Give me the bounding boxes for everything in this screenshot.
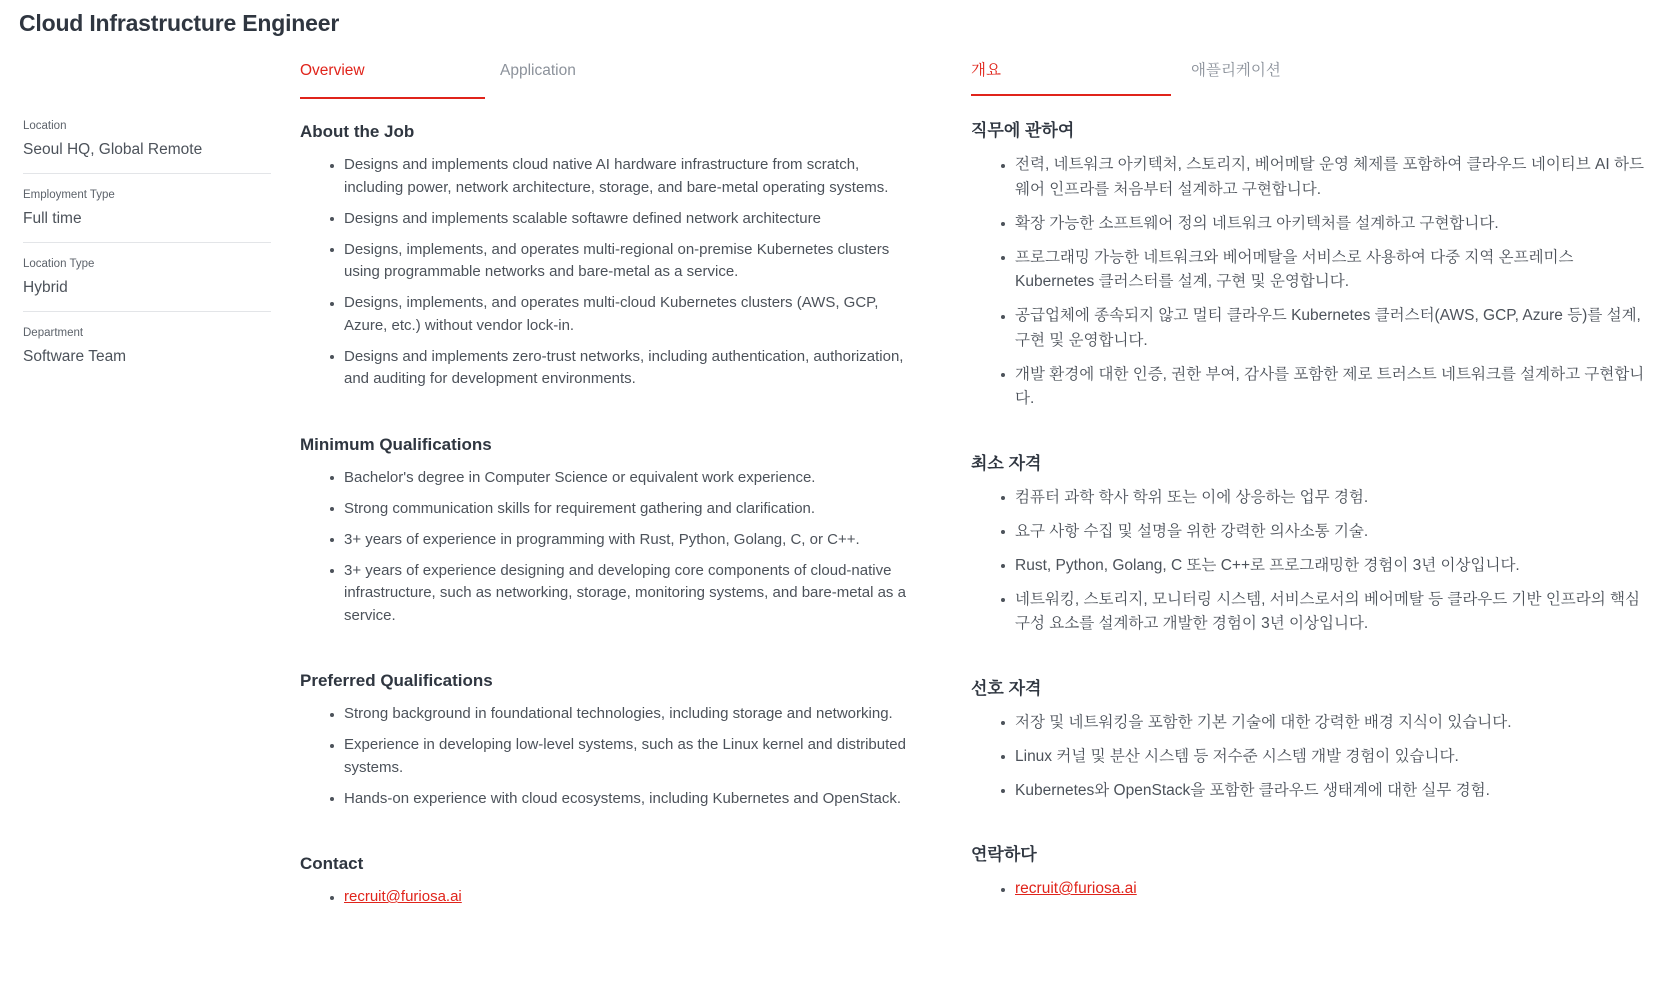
section-about-the-job-ko (971, 119, 1651, 412)
list-item: Rust, Python, Golang, C 또는 C++로 프로그래밍한 경험이 3년 이상입니다. (1015, 554, 1651, 579)
list-item: Designs, implements, and operates multi-cloud Kubernetes clusters (AWS, GCP, Azure, etc.) without vendor lock-in. (344, 292, 920, 337)
bullet-list (971, 153, 1651, 412)
meta-value: Seoul HQ, Global Remote (23, 141, 203, 158)
list-item: Designs and implements cloud native AI hardware infrastructure from scratch, including power, network architecture, storage, and bare-metal operating systems. (344, 154, 920, 199)
section-title: About the Job (300, 122, 415, 141)
bullet-list (300, 467, 920, 628)
section-preferred-qualifications (300, 669, 920, 810)
meta-value: Hybrid (23, 279, 68, 296)
job-sections-ko (971, 119, 1651, 942)
section-minimum-qualifications-ko (971, 452, 1651, 637)
list-item: Designs and implements scalable softawre defined network architecture (344, 208, 920, 231)
meta-employment-type (23, 187, 271, 243)
section-minimum-qualifications (300, 433, 920, 628)
page-title: Cloud Infrastructure Engineer (19, 10, 340, 36)
active-tab-indicator (971, 94, 1171, 96)
bullet-list (300, 886, 920, 909)
section-preferred-qualifications-ko (971, 677, 1651, 804)
section-title: 직무에 관하여 (971, 121, 1075, 140)
list-item: Kubernetes와 OpenStack을 포함한 클라우드 생태계에 대한 실무 경험. (1015, 779, 1651, 804)
section-title: Contact (300, 854, 364, 873)
list-item: 네트워킹, 스토리지, 모니터링 시스템, 서비스로서의 베어메탈 등 클라우드 기반 인프라의 핵심 구성 요소를 설계하고 개발한 경험이 3년 이상입니다. (1015, 588, 1651, 637)
list-item: 전력, 네트워크 아키텍처, 스토리지, 베어메탈 운영 체제를 포함하여 클라우드 네이티브 AI 하드웨어 인프라를 처음부터 설계하고 구현합니다. (1015, 153, 1651, 202)
list-item: 3+ years of experience designing and developing core components of cloud-native infrastructure, such as networking, storage, monitoring systems, and bare-metal as a service. (344, 560, 920, 628)
meta-location-type (23, 256, 271, 312)
list-item: 확장 가능한 소프트웨어 정의 네트워크 아키텍처를 설계하고 구현합니다. (1015, 212, 1651, 237)
section-title: 연락하다 (971, 845, 1037, 864)
bullet-list (300, 154, 920, 391)
list-item: 저장 및 네트워킹을 포함한 기본 기술에 대한 강력한 배경 지식이 있습니다. (1015, 711, 1651, 736)
list-item: 컴퓨터 과학 학사 학위 또는 이에 상응하는 업무 경험. (1015, 486, 1651, 511)
list-item: 공급업체에 종속되지 않고 멀티 클라우드 Kubernetes 클러스터(AWS, GCP, Azure 등)를 설계, 구현 및 운영합니다. (1015, 304, 1651, 353)
bullet-list (971, 486, 1651, 637)
section-title: Preferred Qualifications (300, 671, 493, 690)
meta-department (23, 325, 271, 380)
contact-email-link-ko[interactable]: recruit@furiosa.ai (1015, 880, 1137, 897)
list-item: Designs and implements zero-trust networks, including authentication, authorization, and auditing for development environments. (344, 346, 920, 391)
tab-bar (300, 62, 920, 102)
list-item: 프로그래밍 가능한 네트워크와 베어메탈을 서비스로 사용하여 다중 지역 온프레미스 Kubernetes 클러스터를 설계, 구현 및 운영합니다. (1015, 246, 1651, 295)
section-about-the-job (300, 120, 920, 391)
tab-application[interactable]: Application (500, 62, 576, 79)
list-item (344, 886, 920, 909)
meta-location (23, 118, 271, 174)
list-item: Strong communication skills for requirement gathering and clarification. (344, 498, 920, 521)
section-contact-ko (971, 843, 1651, 902)
bullet-list (300, 703, 920, 810)
list-item (1015, 877, 1651, 902)
meta-label: Location Type (23, 258, 95, 270)
tab-overview-ko[interactable]: 개요 (971, 62, 1001, 79)
list-item: 요구 사항 수집 및 설명을 위한 강력한 의사소통 기술. (1015, 520, 1651, 545)
section-title: 선호 자격 (971, 678, 1042, 698)
tab-application-ko[interactable]: 애플리케이션 (1191, 62, 1281, 79)
section-title: Minimum Qualifications (300, 434, 492, 454)
meta-value: Full time (23, 210, 82, 227)
meta-label: Location (23, 120, 67, 132)
contact-email-link[interactable]: recruit@furiosa.ai (344, 888, 462, 905)
list-item: Experience in developing low-level systems, such as the Linux kernel and distributed systems. (344, 734, 920, 779)
list-item: Strong background in foundational technologies, including storage and networking. (344, 703, 920, 726)
meta-value: Software Team (23, 348, 127, 365)
meta-label: Employment Type (23, 189, 115, 201)
list-item: 3+ years of experience in programming with Rust, Python, Golang, C, or C++. (344, 529, 920, 552)
section-title: 최소 자격 (971, 453, 1042, 473)
list-item: Linux 커널 및 분산 시스템 등 저수준 시스템 개발 경험이 있습니다. (1015, 745, 1651, 770)
active-tab-indicator (300, 97, 485, 99)
bullet-list (971, 877, 1651, 902)
list-item: 개발 환경에 대한 인증, 권한 부여, 감사를 포함한 제로 트러스트 네트워크를 설계하고 구현합니다. (1015, 363, 1651, 412)
tab-overview[interactable]: Overview (300, 62, 365, 79)
job-sections (300, 120, 920, 951)
tab-bar (971, 58, 1651, 98)
bullet-list (971, 711, 1651, 804)
job-meta-sidebar (23, 118, 271, 393)
list-item: Hands-on experience with cloud ecosystems, including Kubernetes and OpenStack. (344, 788, 920, 811)
section-contact (300, 852, 920, 909)
list-item: Designs, implements, and operates multi-regional on-premise Kubernetes clusters using programmable networks and bare-metal as a service. (344, 239, 920, 284)
list-item: Bachelor's degree in Computer Science or equivalent work experience. (344, 467, 920, 490)
meta-label: Department (23, 327, 84, 339)
